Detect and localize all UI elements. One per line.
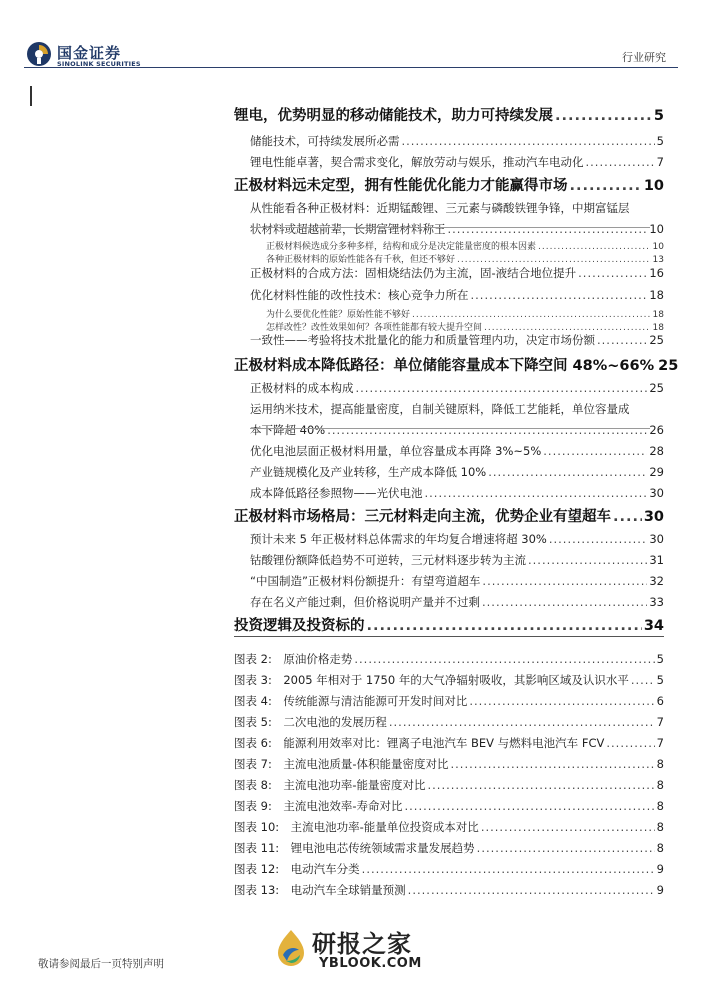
toc-entry-title: 正极材料的合成方法：固相烧结法仍为主流，固-液结合地位提升 <box>250 266 577 280</box>
toc-entry-title: 锂电性能卓著，契合需求变化，解放劳动与娱乐，推动汽车电动化 <box>250 155 584 169</box>
figure-title: 图表 4: 传统能源与清洁能源可开发时间对比 <box>234 694 468 708</box>
toc-entry-title: 优化电池层面正极材料用量，单位容量成本再降 3%~5% <box>250 444 542 458</box>
toc-entry-title: 投资逻辑及投资标的 <box>234 618 365 634</box>
wrapped-entry-underline <box>250 428 650 429</box>
toc-entry-title: 正极材料候选成分多种多样，结构和成分是决定能量密度的根本因素 <box>266 242 537 252</box>
toc-entry[interactable] <box>250 531 664 547</box>
toc-entry-title: 锂电，优势明显的移动储能技术，助力可持续发展 <box>234 108 553 124</box>
figure-title: 图表 12: 电动汽车分类 <box>234 862 360 876</box>
figure-title: 图表 11: 锂电池电芯传统领域需求量发展趋势 <box>234 841 475 855</box>
figure-title: 图表 6: 能源利用效率对比：锂离子电池汽车 BEV 与燃料电池汽车 FCV <box>234 736 605 750</box>
figure-list-entry[interactable] <box>234 672 664 688</box>
toc-entry[interactable] <box>250 464 664 480</box>
figure-list-entry[interactable] <box>234 651 664 667</box>
toc-entry-page: 18 <box>652 323 664 333</box>
toc-entry[interactable] <box>266 239 664 252</box>
toc-entry-page: 31 <box>649 553 664 567</box>
toc-entry[interactable] <box>250 265 664 281</box>
figure-title: 图表 3: 2005 年相对于 1750 年的大气净辐射吸收，其影响区域及认识水平 <box>234 673 629 687</box>
watermark-text-cn: 研报之家 <box>312 930 412 958</box>
figure-page: 9 <box>656 883 664 897</box>
watermark-logo-icon <box>274 928 308 968</box>
toc-entry[interactable] <box>234 174 664 195</box>
toc-entry-page: 33 <box>649 595 664 609</box>
toc-entry[interactable] <box>250 573 664 589</box>
toc-entry[interactable] <box>266 252 664 265</box>
brand-logo <box>26 40 156 70</box>
toc-entry-wrapped-line[interactable]: 运用纳米技术，提高能量密度，自制关键原料，降低工艺能耗，单位容量成 <box>250 402 630 416</box>
toc-entry-page: 25 <box>658 358 679 374</box>
figure-page: 8 <box>656 799 664 813</box>
toc-entry-page: 32 <box>649 574 664 588</box>
toc-entry[interactable] <box>250 594 664 610</box>
watermark <box>272 922 472 982</box>
figure-list-entry[interactable] <box>234 861 664 877</box>
brand-name-cn: 国金证券 <box>57 44 122 62</box>
figure-list-entry[interactable] <box>234 882 664 898</box>
toc-entry-title: 正极材料市场格局：三元材料走向主流，优势企业有望超车 <box>234 509 611 525</box>
toc-entry-title: 本下降超 40% <box>250 423 326 437</box>
toc-entry-title: 状材料或超越前辈，长期富锂材料称王 <box>250 222 446 236</box>
figure-list-entry[interactable] <box>234 714 664 730</box>
toc-entry-page: 16 <box>649 266 664 280</box>
report-category: 行业研究 <box>622 51 666 64</box>
toc-entry-page: 18 <box>649 288 664 302</box>
toc-entry-page: 18 <box>652 310 664 320</box>
toc-entry-page: 28 <box>649 444 664 458</box>
toc-entry-page: 10 <box>652 242 664 252</box>
toc-entry-title: 为什么要优化性能？原始性能不够好 <box>266 310 411 320</box>
toc-entry[interactable] <box>250 443 664 459</box>
toc-entry-title: 一致性——考验将技术批量化的能力和质量管理内功，决定市场份额 <box>250 333 595 347</box>
toc-entry-title: 产业链规模化及产业转移，生产成本降低 10% <box>250 465 487 479</box>
toc-entry-page: 29 <box>649 465 664 479</box>
toc-entry-page: 30 <box>643 509 664 525</box>
toc-entry-title: 存在名义产能过剩，但价格说明产量并不过剩 <box>250 595 480 609</box>
toc-entry[interactable] <box>250 332 664 348</box>
figure-page: 5 <box>656 652 664 666</box>
toc-entry[interactable] <box>234 354 679 375</box>
toc-entry-page: 10 <box>649 222 664 236</box>
figure-title: 图表 13: 电动汽车全球销量预测 <box>234 883 406 897</box>
figure-title: 图表 10: 主流电池功率-能量单位投资成本对比 <box>234 820 479 834</box>
toc-entry[interactable] <box>250 287 664 303</box>
toc-entry-page: 5 <box>653 108 664 124</box>
toc-entry-title: 预计未来 5 年正极材料总体需求的年均复合增速将超 30% <box>250 532 547 546</box>
figure-page: 6 <box>656 694 664 708</box>
figure-list-entry[interactable] <box>234 840 664 856</box>
figure-page: 7 <box>656 736 664 750</box>
toc-entry-page: 5 <box>656 134 664 148</box>
toc-entry-page: 34 <box>643 618 664 634</box>
toc-entry-title: 正极材料远未定型，拥有性能优化能力才能赢得市场 <box>234 178 568 194</box>
figure-page: 8 <box>656 841 664 855</box>
brand-name-en: SINOLINK SECURITIES <box>57 60 141 68</box>
sinolink-logo-icon <box>26 41 52 67</box>
header-divider <box>24 67 678 68</box>
side-marker <box>30 86 32 106</box>
toc-entry[interactable] <box>250 552 664 568</box>
footer-disclaimer: 敬请参阅最后一页特别声明 <box>38 958 164 970</box>
toc-entry[interactable] <box>234 505 664 526</box>
figure-list-entry[interactable] <box>234 693 664 709</box>
figure-page: 8 <box>656 757 664 771</box>
toc-entry-title: 优化材料性能的改性技术：核心竞争力所在 <box>250 288 469 302</box>
toc-entry-page: 26 <box>649 423 664 437</box>
figure-title: 图表 2: 原油价格走势 <box>234 652 353 666</box>
wrapped-entry-underline <box>250 227 650 228</box>
toc-entry-page: 10 <box>643 178 664 194</box>
toc-entry[interactable] <box>250 485 664 501</box>
toc-entry-page: 30 <box>649 532 664 546</box>
figure-title: 图表 8: 主流电池功率-能量密度对比 <box>234 778 426 792</box>
toc-entry[interactable] <box>266 307 664 320</box>
toc-entry-title: 怎样改性？改性效果如何？各项性能都有较大提升空间 <box>266 323 483 333</box>
toc-entry-title: 各种正极材料的原始性能各有千秋，但还不够好 <box>266 255 456 265</box>
toc-entry-page: 13 <box>652 255 664 265</box>
figure-page: 5 <box>656 673 664 687</box>
figure-list-entry[interactable] <box>234 777 664 793</box>
toc-entry-wrapped-line[interactable]: 从性能看各种正极材料：近期锰酸锂、三元素与磷酸铁锂争锋，中期富锰层 <box>250 201 630 215</box>
toc-entry-title: 正极材料的成本构成 <box>250 381 354 395</box>
figure-page: 8 <box>656 820 664 834</box>
figure-page: 9 <box>656 862 664 876</box>
toc-entry-page: 25 <box>649 333 664 347</box>
toc-entry[interactable] <box>250 422 664 438</box>
toc-entry-page: 7 <box>656 155 664 169</box>
toc-entry-title: 钴酸锂份额降低趋势不可逆转，三元材料逐步转为主流 <box>250 553 526 567</box>
toc-entry[interactable] <box>250 221 664 237</box>
toc-entry[interactable] <box>234 614 664 635</box>
toc-entry[interactable] <box>250 380 664 396</box>
toc-entry-title: 储能技术，可持续发展所必需 <box>250 134 400 148</box>
toc-entry[interactable] <box>250 154 664 170</box>
toc-entry-title: “中国制造”正极材料份额提升：有望弯道超车 <box>250 574 481 588</box>
figure-title: 图表 9: 主流电池效率-寿命对比 <box>234 799 403 813</box>
figure-title: 图表 7: 主流电池质量-体积能量密度对比 <box>234 757 449 771</box>
figure-list-entry[interactable] <box>234 756 664 772</box>
figure-list-entry[interactable] <box>234 819 664 835</box>
toc-entry[interactable] <box>234 104 664 125</box>
figure-page: 7 <box>656 715 664 729</box>
toc-entry-title: 正极材料成本降低路径：单位储能容量成本下降空间 48%~66% <box>234 358 655 374</box>
toc-entry-title: 成本降低路径参照物——光伏电池 <box>250 486 423 500</box>
watermark-text-en: YBLOOK.COM <box>319 956 422 971</box>
page-header <box>0 0 702 80</box>
toc-entry[interactable] <box>250 133 664 149</box>
figure-page: 8 <box>656 778 664 792</box>
figure-list-entry[interactable] <box>234 735 664 751</box>
toc-entry-page: 30 <box>649 486 664 500</box>
figure-list-entry[interactable] <box>234 798 664 814</box>
section-divider <box>234 636 664 637</box>
figure-title: 图表 5: 二次电池的发展历程 <box>234 715 387 729</box>
toc-entry-page: 25 <box>649 381 664 395</box>
